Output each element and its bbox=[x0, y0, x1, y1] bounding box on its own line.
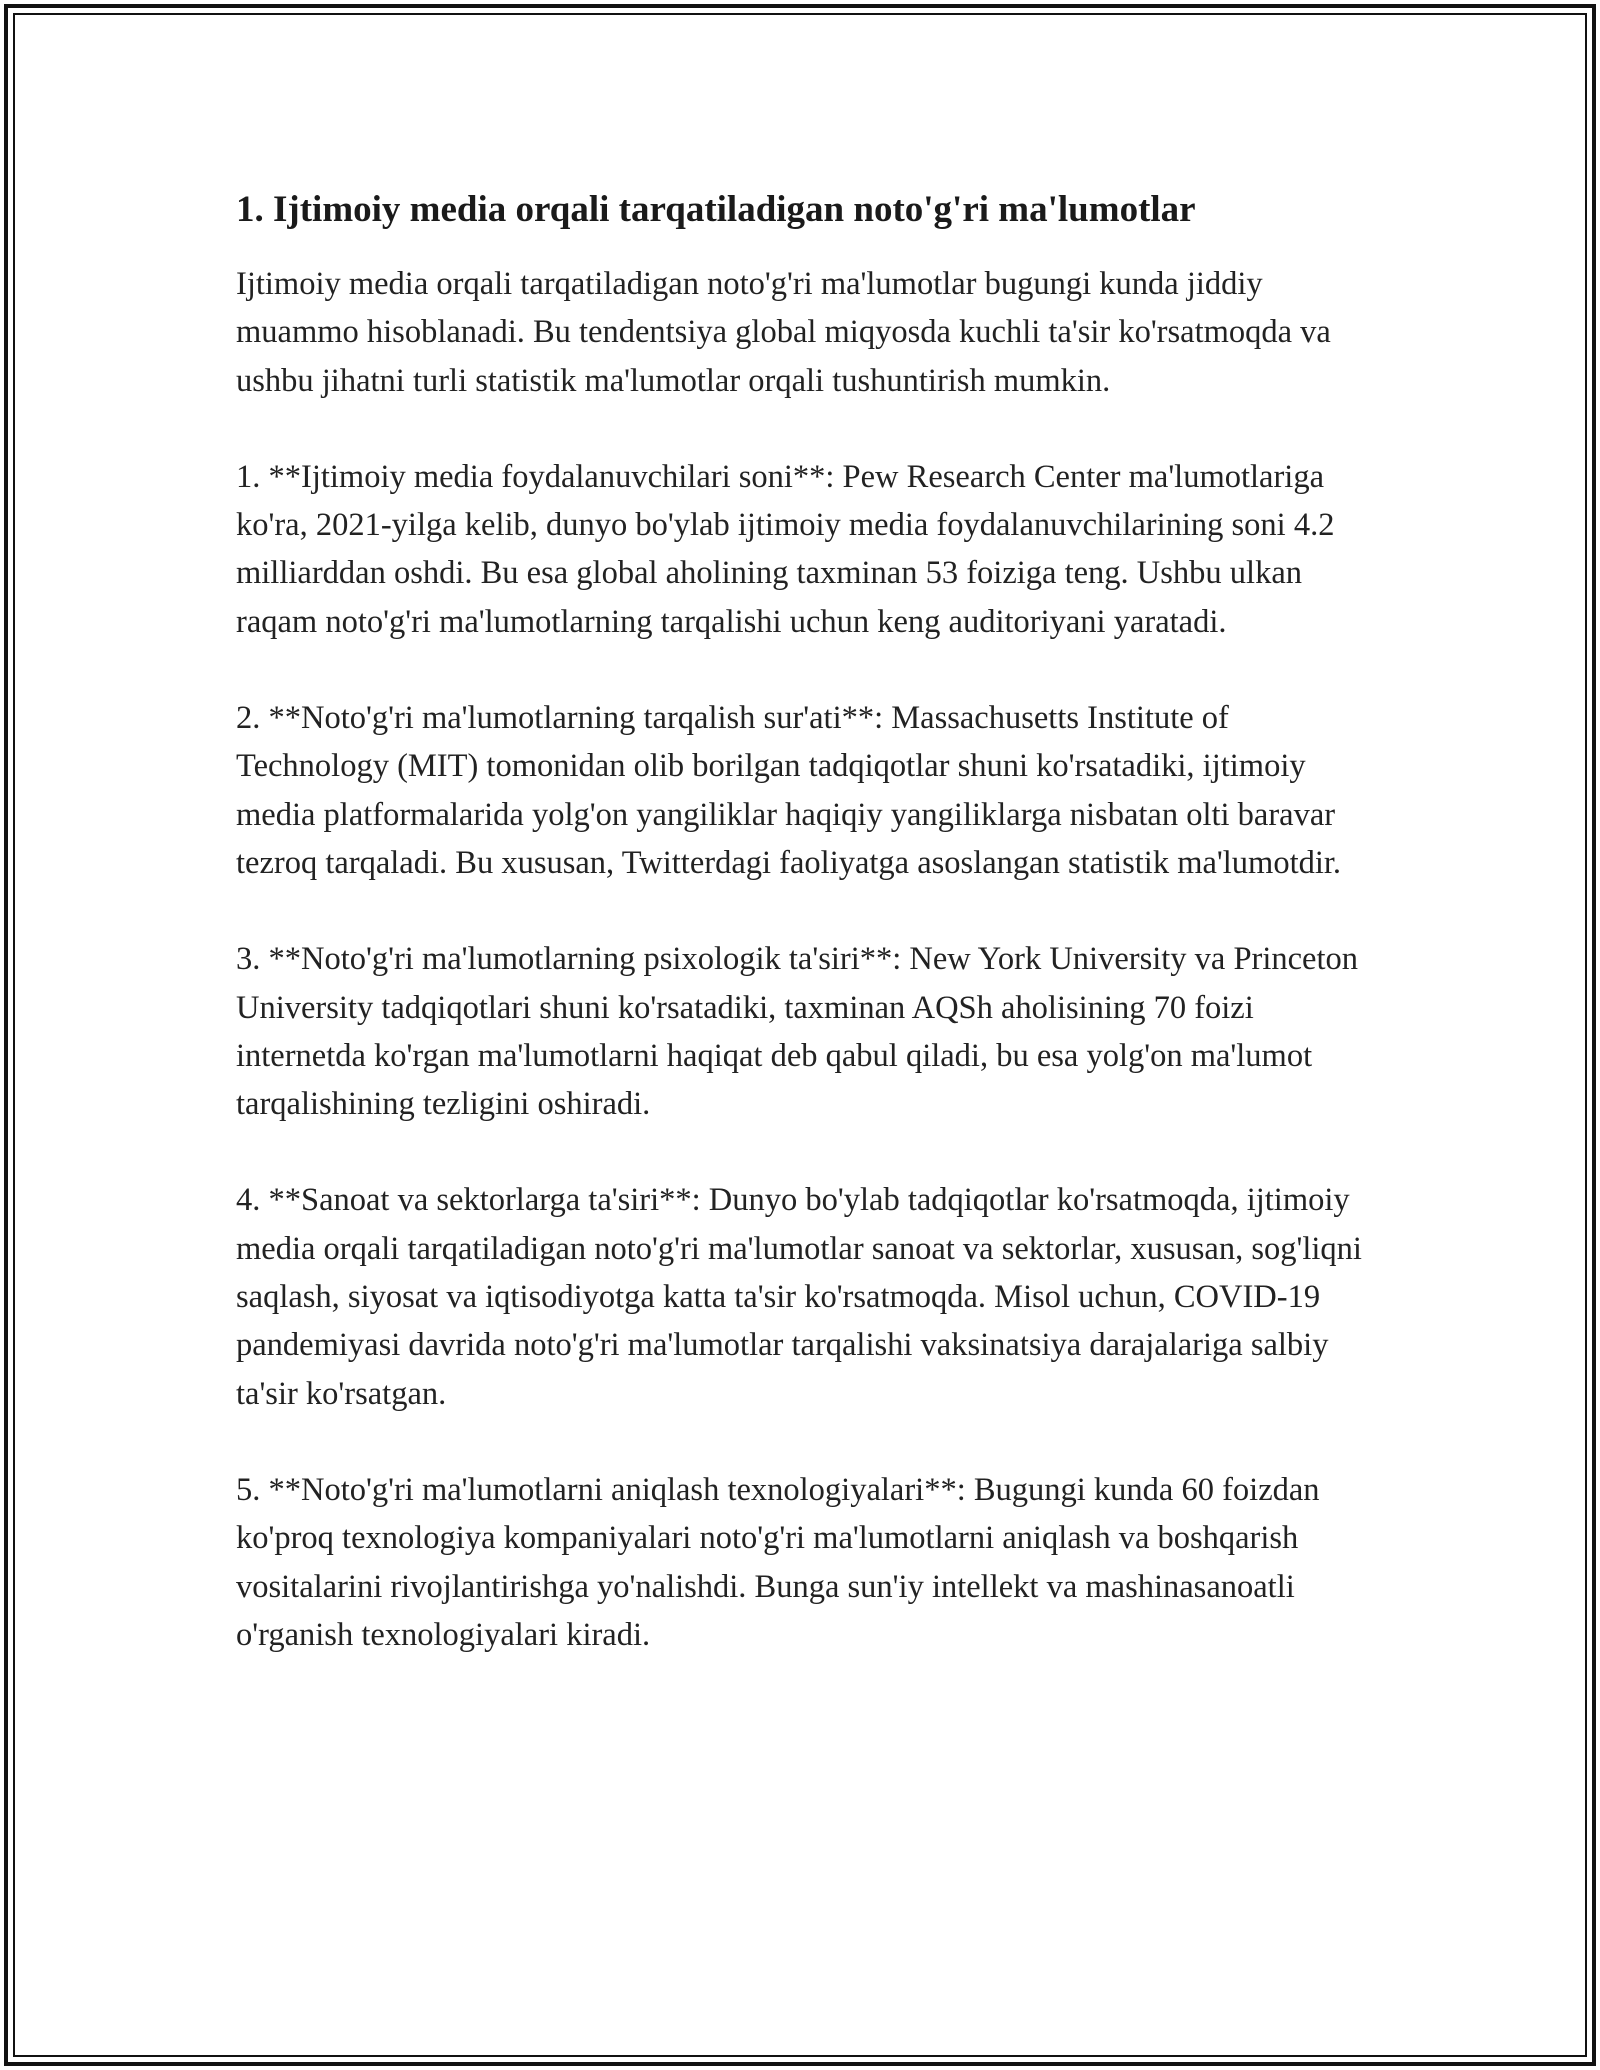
paragraph-psychological-impact: 3. **Noto'g'ri ma'lumotlarning psixologik ta'siri**: New York University va Princeton University tadqiqotlari shuni ko'rsatadiki, taxminan AQSh aholisining 70 foizi internetda ko'rgan ma'lumotlarni haqiqat deb qabul qiladi, bu esa yolg'on ma'lumot tarqalishining tezligini oshiradi. bbox=[236, 941, 1359, 1123]
document-body bbox=[236, 186, 1364, 1707]
paragraph-social-media-users: 1. **Ijtimoiy media foydalanuvchilari soni**: Pew Research Center ma'lumotlariga ko'ra, 2021-yilga kelib, dunyo bo'ylab ijtimoiy media foydalanuvchilarining soni 4.2 milliarddan oshdi. Bu esa global aholining taxminan 53 foiziga teng. Ushbu ulkan raqam noto'g'ri ma'lumotlarning tarqalishi uchun keng auditoriyani yaratadi. bbox=[236, 458, 1335, 640]
paragraph-detection-technologies: 5. **Noto'g'ri ma'lumotlarni aniqlash texnologiyalari**: Bugungi kunda 60 foizdan ko'proq texnologiya kompaniyalari noto'g'ri ma'lumotlarni aniqlash va boshqarish vositalarini rivojlantirishga yo'nalishdi. Bunga sun'iy intellekt va mashinasanoatli o'rganish texnologiyalari kiradi. bbox=[236, 1471, 1320, 1653]
intro-paragraph: Ijtimoiy media orqali tarqatiladigan noto'g'ri ma'lumotlar bugungi kunda jiddiy muammo hisoblanadi. Bu tendentsiya global miqyosda kuchli ta'sir ko'rsatmoqda va ushbu jihatni turli statistik ma'lumotlar orqali tushuntirish mumkin. bbox=[236, 266, 1331, 399]
paragraph-industry-impact: 4. **Sanoat va sektorlarga ta'siri**: Dunyo bo'ylab tadqiqotlar ko'rsatmoqda, ijtimoiy media orqali tarqatiladigan noto'g'ri ma'lumotlar sanoat va sektorlar, xususan, sog'liqni saqlash, siyosat va iqtisodiyotga katta ta'sir ko'rsatmoqda. Misol uchun, COVID-19 pandemiyasi davrida noto'g'ri ma'lumotlar tarqalishi vaksinatsiya darajalariga salbiy ta'sir ko'rsatgan. bbox=[236, 1182, 1362, 1412]
paragraph-spread-speed: 2. **Noto'g'ri ma'lumotlarning tarqalish sur'ati**: Massachusetts Institute of Technology (MIT) tomonidan olib borilgan tadqiqotlar shuni ko'rsatadiki, ijtimoiy media platformalarida yolg'on yangiliklar haqiqiy yangiliklarga nisbatan olti baravar tezroq tarqaladi. Bu xususan, Twitterdagi faoliyatga asoslangan statistik ma'lumotdir. bbox=[236, 700, 1342, 881]
document-title: 1. Ijtimoiy media orqali tarqatiladigan noto'g'ri ma'lumotlar bbox=[236, 189, 1196, 230]
